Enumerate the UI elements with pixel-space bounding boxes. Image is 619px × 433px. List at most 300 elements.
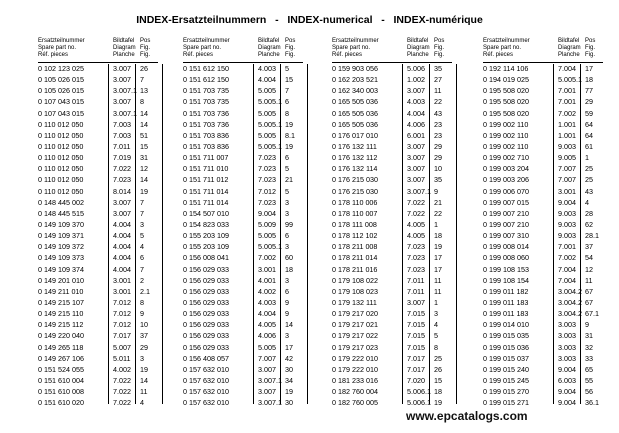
column-rule (253, 64, 254, 404)
diagram-number: 7.023 (407, 253, 425, 263)
table-row (183, 386, 303, 397)
table-row (483, 96, 603, 107)
header-line: Spare part no. (332, 45, 371, 51)
part-number: 0 199 015 245 (483, 375, 529, 385)
position-number: 17 (434, 264, 442, 274)
part-number: 0 182 760 005 (332, 398, 378, 408)
diagram-number: 4.003 (258, 64, 276, 73)
part-number: 0 199 006 070 (483, 186, 529, 196)
diagram-number: 3.007.1 (407, 186, 431, 196)
diagram-number: 3.007.1 (113, 108, 137, 118)
diagram-number: 7.002 (258, 253, 276, 263)
table-row (332, 208, 452, 219)
part-number: 0 199 008 014 (483, 242, 529, 252)
part-number: 0 176 132 114 (332, 164, 378, 174)
header-part (332, 38, 379, 59)
table-row (38, 96, 158, 107)
part-number: 0 199 002 110 (483, 119, 529, 129)
header-diagram (407, 38, 430, 59)
diagram-number: 5.006.1 (407, 398, 431, 408)
table-row (38, 141, 158, 152)
diagram-number: 3.001 (258, 264, 276, 274)
part-number: 0 149 265 118 (38, 342, 84, 352)
diagram-number: 4.005 (407, 219, 425, 229)
diagram-number: 3.004.2 (558, 286, 582, 296)
part-number: 0 156 029 033 (183, 320, 229, 330)
table-row (332, 386, 452, 397)
diagram-number: 7.023 (113, 175, 131, 185)
diagram-number: 4.002 (113, 364, 131, 374)
diagram-number: 7.015 (407, 309, 425, 319)
diagram-number: 7.007 (558, 175, 576, 185)
header-line: Fig. (434, 52, 445, 58)
table-row (332, 96, 452, 107)
part-number: 0 182 760 004 (332, 387, 378, 397)
diagram-number: 9.004 (558, 197, 576, 207)
table-row (332, 163, 452, 174)
diagram-number: 5.006 (407, 64, 425, 73)
part-number: 0 151 612 150 (183, 75, 229, 85)
diagram-number: 7.020 (407, 375, 425, 385)
table-row (38, 286, 158, 297)
part-number: 0 199 007 210 (483, 208, 529, 218)
table-row (332, 130, 452, 141)
part-number: 0 179 217 020 (332, 309, 378, 319)
part-number: 0 151 610 008 (38, 387, 84, 397)
part-number: 0 110 012 050 (38, 119, 84, 129)
table-row (38, 252, 158, 263)
position-number: 5 (285, 164, 289, 174)
diagram-number: 7.023 (258, 153, 276, 163)
header-pos (434, 38, 444, 59)
position-number: 23 (434, 130, 442, 140)
diagram-number: 5.005.1 (558, 75, 582, 85)
position-number: 3 (140, 219, 144, 229)
diagram-number: 3.007 (113, 208, 131, 218)
part-number: 0 110 012 050 (38, 164, 84, 174)
part-number: 0 148 445 002 (38, 197, 84, 207)
table-row (38, 375, 158, 386)
table-row (183, 219, 303, 230)
table-row (483, 74, 603, 85)
position-number: 35 (434, 175, 442, 185)
part-number: 0 159 903 056 (332, 64, 378, 73)
table-row (38, 230, 158, 241)
header-line: Réf. pieces (483, 52, 514, 58)
rows (483, 62, 603, 408)
part-number: 0 179 132 111 (332, 297, 377, 307)
table-row (483, 308, 603, 319)
diagram-number: 3.007 (407, 86, 425, 96)
part-number: 0 199 007 310 (483, 231, 529, 241)
part-number: 0 179 222 010 (332, 353, 378, 363)
table-row (183, 375, 303, 386)
diagram-number: 5.005.1 (258, 97, 282, 107)
position-number: 4 (434, 320, 438, 330)
diagram-number: 7.002 (558, 253, 576, 263)
diagram-number: 7.004 (558, 64, 576, 73)
position-number: 5 (140, 231, 144, 241)
table-row (332, 364, 452, 375)
column-rule (429, 64, 430, 404)
diagram-number: 3.007.1 (258, 375, 282, 385)
diagram-number: 7.011 (407, 286, 425, 296)
diagram-number: 4.004 (113, 264, 131, 274)
diagram-number: 3.001 (113, 286, 131, 296)
diagram-number: 3.007 (407, 297, 425, 307)
position-number: 28 (585, 208, 593, 218)
header-line: Ersatzteilnummer (38, 38, 85, 44)
table-row (332, 85, 452, 96)
table-row (483, 264, 603, 275)
position-number: 3 (140, 353, 144, 363)
table-row (38, 397, 158, 408)
table-row (38, 208, 158, 219)
diagram-number: 7.017 (407, 364, 425, 374)
part-number: 0 179 222 010 (332, 364, 378, 374)
diagram-number: 7.012 (113, 309, 131, 319)
header-line: Spare part no. (483, 45, 522, 51)
table-row (332, 197, 452, 208)
diagram-number: 5.007 (113, 342, 131, 352)
table-row (483, 208, 603, 219)
diagram-number: 9.003 (558, 208, 576, 218)
diagram-number: 7.012 (258, 186, 276, 196)
diagram-number: 3.007.1 (258, 398, 282, 408)
position-number: 9 (285, 309, 289, 319)
diagram-number: 3.007 (113, 75, 131, 85)
diagram-number: 4.003 (407, 97, 425, 107)
position-number: 34 (285, 375, 293, 385)
diagram-number: 7.023 (407, 242, 425, 252)
diagram-number: 7.022 (113, 387, 131, 397)
position-number: 7 (140, 208, 144, 218)
diagram-number: 7.015 (407, 342, 425, 352)
table-row (38, 63, 158, 74)
part-number: 0 105 026 015 (38, 86, 84, 96)
part-number: 0 178 112 102 (332, 231, 378, 241)
position-number: 2 (140, 275, 144, 285)
table-row (38, 386, 158, 397)
table-row (332, 186, 452, 197)
table-row (38, 297, 158, 308)
page-title: INDEX-Ersatzteilnummern - INDEX-numerical - INDEX-numérique (136, 14, 483, 26)
position-number: 15 (285, 75, 293, 85)
diagram-number: 7.015 (407, 320, 425, 330)
position-number: 22 (434, 208, 442, 218)
table-row (483, 342, 603, 353)
position-number: 13 (140, 86, 148, 96)
diagram-number: 7.022 (407, 197, 425, 207)
diagram-number: 7.003 (113, 130, 131, 140)
position-number: 56 (585, 387, 593, 397)
diagram-number: 3.003 (558, 353, 576, 363)
part-number: 0 165 505 036 (332, 108, 378, 118)
part-number: 0 199 003 206 (483, 175, 529, 185)
part-number: 0 149 109 371 (38, 231, 84, 241)
header-line: Réf. pieces (183, 52, 214, 58)
part-number: 0 151 610 020 (38, 398, 84, 408)
diagram-number: 7.011 (407, 275, 425, 285)
position-number: 9 (434, 186, 438, 196)
part-number: 0 176 017 010 (332, 130, 378, 140)
position-number: 7 (285, 86, 289, 96)
part-number: 0 154 823 033 (183, 219, 229, 229)
position-number: 43 (434, 108, 442, 118)
diagram-number: 9.005 (558, 153, 576, 163)
part-number: 0 149 220 040 (38, 331, 84, 341)
table-row (183, 286, 303, 297)
table-row (183, 85, 303, 96)
diagram-number: 4.004 (407, 108, 425, 118)
position-number: 15 (434, 375, 442, 385)
header-line: Ersatzteilnummer (332, 38, 379, 44)
diagram-number: 7.004 (558, 275, 576, 285)
position-number: 9 (585, 320, 589, 330)
part-number: 0 156 029 033 (183, 342, 229, 352)
part-number: 0 179 108 022 (332, 275, 378, 285)
diagram-number: 7.017 (113, 331, 131, 341)
diagram-number: 5.005 (258, 86, 276, 96)
part-number: 0 199 015 271 (483, 398, 529, 408)
header-line: Pos (434, 38, 445, 44)
position-number: 7 (140, 264, 144, 274)
part-number: 0 179 217 021 (332, 320, 378, 330)
header-line: Réf. pieces (38, 52, 69, 58)
part-number: 0 199 108 154 (483, 275, 529, 285)
diagram-number: 7.004 (558, 264, 576, 274)
header-line: Fig. (585, 45, 596, 51)
position-number: 51 (140, 130, 148, 140)
part-number: 0 151 711 012 (183, 175, 229, 185)
diagram-number: 5.011 (113, 353, 131, 363)
position-number: 11 (434, 275, 442, 285)
diagram-number: 4.001 (258, 275, 276, 285)
diagram-number: 7.023 (258, 197, 276, 207)
part-number: 0 149 267 106 (38, 353, 84, 363)
part-number: 0 178 211 014 (332, 253, 378, 263)
diagram-number: 7.001 (558, 86, 576, 96)
table-row (332, 174, 452, 185)
table-row (38, 219, 158, 230)
part-number: 0 151 711 010 (183, 164, 229, 174)
table-row (183, 252, 303, 263)
table-row (483, 275, 603, 286)
column-header (332, 38, 452, 62)
position-number: 29 (434, 153, 442, 163)
table-row (483, 108, 603, 119)
position-number: 67.1 (585, 309, 599, 319)
part-number: 0 149 215 110 (38, 309, 84, 319)
position-number: 9 (140, 309, 144, 319)
table-row (38, 119, 158, 130)
diagram-number: 3.007 (407, 141, 425, 151)
header-line: Planche (258, 52, 280, 58)
diagram-number: 7.022 (113, 375, 131, 385)
part-number: 0 151 711 007 (183, 153, 229, 163)
header-part (483, 38, 530, 59)
table-row (332, 230, 452, 241)
position-number: 26 (434, 364, 442, 374)
table-row (183, 119, 303, 130)
table-row (183, 186, 303, 197)
position-number: 3 (285, 275, 289, 285)
header-pos (585, 38, 595, 59)
table-row (183, 108, 303, 119)
position-number: 29 (140, 342, 148, 352)
diagram-number: 3.007 (113, 197, 131, 207)
header-part (183, 38, 230, 59)
diagram-number: 5.006.1 (407, 387, 431, 397)
diagram-number: 3.007 (407, 164, 425, 174)
position-number: 62 (585, 219, 593, 229)
part-number: 0 199 015 270 (483, 387, 529, 397)
position-number: 11 (434, 286, 442, 296)
table-row (332, 241, 452, 252)
table-row (38, 364, 158, 375)
part-number: 0 156 029 033 (183, 309, 229, 319)
position-number: 25 (585, 164, 593, 174)
table-row (483, 141, 603, 152)
table-row (332, 141, 452, 152)
part-number: 0 157 632 010 (183, 375, 229, 385)
table-row (483, 85, 603, 96)
position-number: 14 (140, 175, 148, 185)
diagram-number: 3.004.2 (558, 297, 582, 307)
header-part (38, 38, 85, 59)
position-number: 1 (434, 219, 438, 229)
part-number: 0 162 203 521 (332, 75, 378, 85)
part-number: 0 157 632 010 (183, 387, 229, 397)
diagram-number: 4.006 (407, 119, 425, 129)
diagram-number: 4.004 (258, 309, 276, 319)
position-number: 3 (285, 208, 289, 218)
table-row (332, 308, 452, 319)
diagram-number: 5.009 (258, 219, 276, 229)
part-number: 0 151 703 836 (183, 130, 229, 140)
diagram-number: 4.002 (258, 286, 276, 296)
table-row (483, 297, 603, 308)
table-row (332, 319, 452, 330)
part-number: 0 149 215 107 (38, 297, 84, 307)
position-number: 6 (285, 231, 289, 241)
part-number: 0 178 211 016 (332, 264, 378, 274)
position-number: 21 (434, 197, 442, 207)
table-row (183, 264, 303, 275)
part-number: 0 149 109 370 (38, 219, 84, 229)
table-row (183, 163, 303, 174)
diagram-number: 3.001 (558, 186, 576, 196)
part-number: 0 148 445 515 (38, 208, 84, 218)
position-number: 14 (285, 320, 293, 330)
table-row (483, 119, 603, 130)
diagram-number: 7.022 (407, 208, 425, 218)
table-row (38, 319, 158, 330)
diagram-number: 3.003 (558, 320, 576, 330)
position-number: 36.1 (585, 398, 599, 408)
table-row (332, 286, 452, 297)
diagram-number: 9.003 (558, 231, 576, 241)
diagram-number: 7.001 (558, 97, 576, 107)
part-number: 0 149 109 372 (38, 242, 84, 252)
part-number: 0 199 015 035 (483, 331, 529, 341)
part-number: 0 199 011 182 (483, 286, 529, 296)
table-row (332, 397, 452, 408)
column-rule (402, 64, 403, 404)
header-line: Fig. (285, 45, 296, 51)
table-row (483, 252, 603, 263)
header-line: Fig. (285, 52, 296, 58)
position-number: 64 (585, 130, 593, 140)
table-row (38, 197, 158, 208)
position-number: 21 (285, 175, 293, 185)
position-number: 28.1 (585, 231, 599, 241)
header-line: Bildtafel (113, 38, 135, 44)
diagram-number: 3.001 (113, 275, 131, 285)
table-row (332, 63, 452, 74)
position-number: 61 (585, 141, 593, 151)
part-number: 0 179 217 023 (332, 342, 378, 352)
position-number: 17 (434, 253, 442, 263)
table-row (483, 397, 603, 408)
part-number: 0 149 201 010 (38, 275, 84, 285)
position-number: 37 (140, 331, 148, 341)
part-number: 0 199 007 210 (483, 219, 529, 229)
header-line: Fig. (585, 52, 596, 58)
table-row (332, 152, 452, 163)
position-number: 59 (585, 108, 593, 118)
part-number: 0 176 215 030 (332, 186, 378, 196)
table-row (483, 353, 603, 364)
table-row (183, 230, 303, 241)
position-number: 5 (285, 186, 289, 196)
header-line: Fig. (434, 45, 445, 51)
position-number: 19 (434, 398, 442, 408)
diagram-number: 7.022 (113, 398, 131, 408)
table-row (38, 130, 158, 141)
position-number: 1 (585, 153, 589, 163)
diagram-number: 9.004 (558, 387, 576, 397)
position-number: 5 (285, 64, 289, 73)
rows (38, 62, 158, 408)
table-row (183, 275, 303, 286)
part-number: 0 110 012 050 (38, 153, 84, 163)
header-line: Diagram (558, 45, 581, 51)
part-number: 0 199 108 153 (483, 264, 529, 274)
column-header (183, 38, 303, 62)
column-header (483, 38, 603, 62)
table-row (483, 386, 603, 397)
part-number: 0 149 109 373 (38, 253, 84, 263)
position-number: 27 (434, 75, 442, 85)
position-number: 14 (140, 375, 148, 385)
position-number: 67 (585, 286, 593, 296)
position-number: 9 (285, 297, 289, 307)
part-number: 0 178 111 008 (332, 219, 377, 229)
diagram-number: 9.004 (558, 364, 576, 374)
table-row (183, 353, 303, 364)
diagram-number: 4.004 (113, 219, 131, 229)
diagram-number: 5.005 (258, 108, 276, 118)
header-line: Bildtafel (558, 38, 580, 44)
position-number: 8 (140, 297, 144, 307)
diagram-number: 5.005 (258, 130, 276, 140)
diagram-number: 9.004 (258, 208, 276, 218)
diagram-number: 5.005 (258, 231, 276, 241)
index-column-4 (483, 38, 603, 408)
table-row (483, 197, 603, 208)
table-row (38, 342, 158, 353)
